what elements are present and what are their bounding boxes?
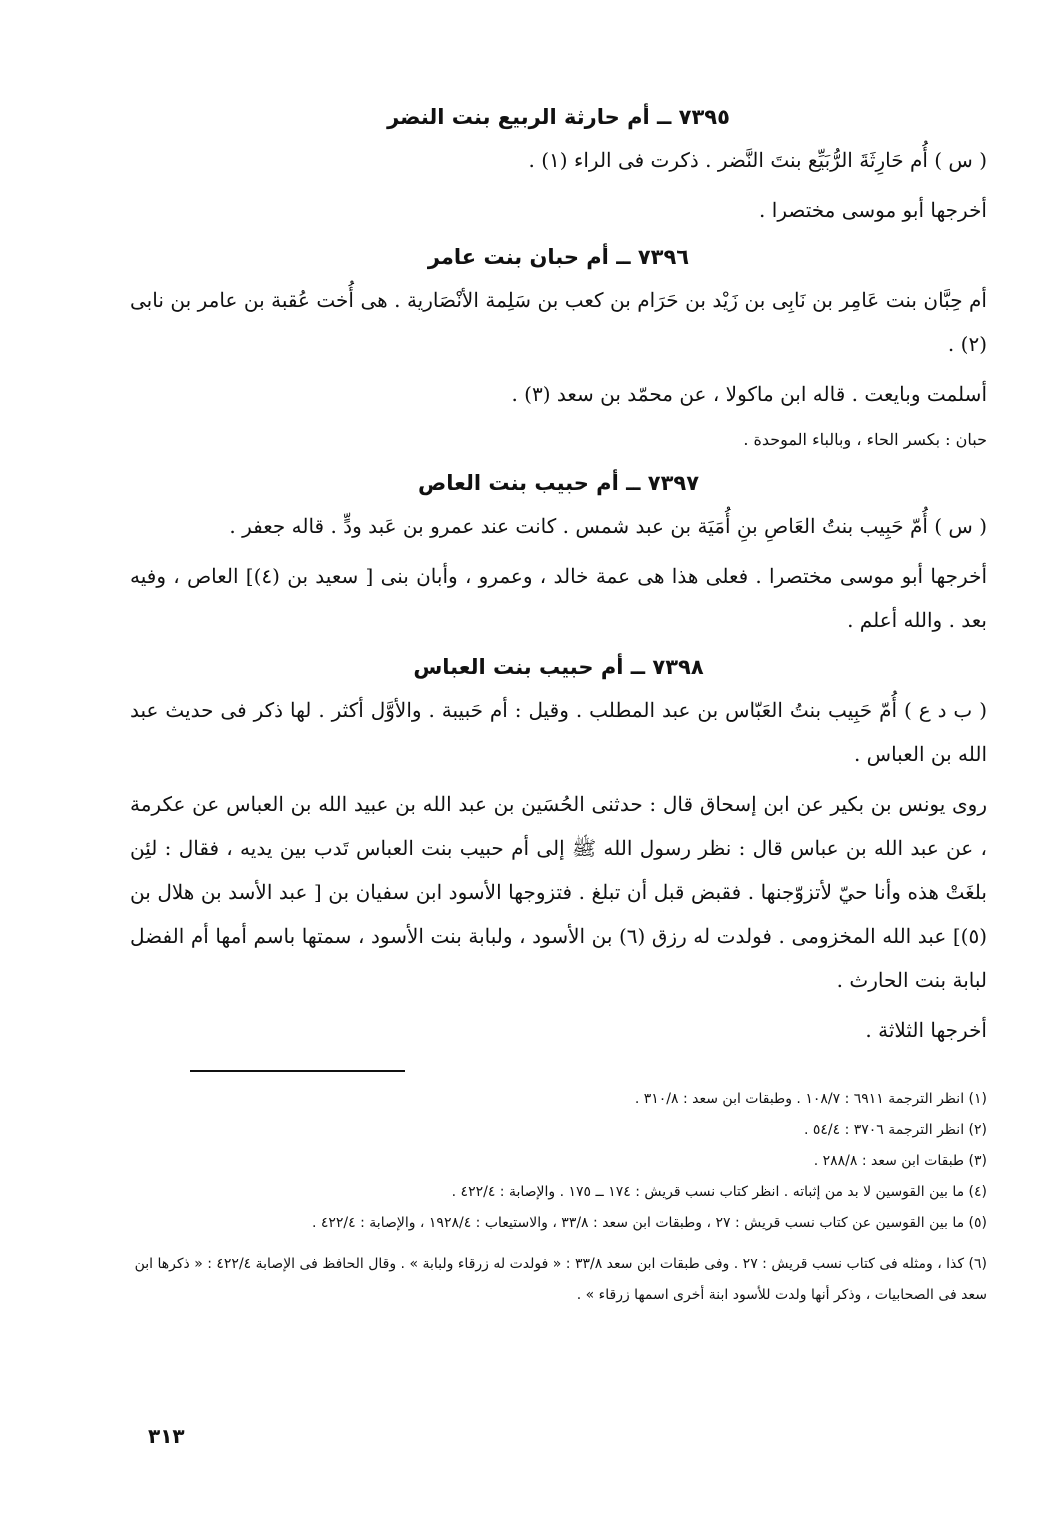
entry-heading: ٧٣٩٥ ــ أم حارثة الربيع بنت النضر [387, 105, 730, 129]
footnote: (٥) ما بين القوسين عن كتاب نسب قريش : ٢٧ ، وطبقات ابن سعد : ٣٣/٨ ، والاستيعاب : ١٩٢٨/٤ ، والإصابة : ٤٢٢/٤ . [311, 1215, 987, 1231]
footnote: (٤) ما بين القوسين لا بد من إثباته . انظر كتاب نسب قريش : ١٧٤ ــ ١٧٥ . والإصابة : ٤٢٢/٤ . [451, 1184, 987, 1200]
entry-paragraph: ( س ) أُم حَارِثَةَ الرُّبَيِّع بنتَ النَّضر . ذكرت فى الراء (١) . [528, 148, 987, 172]
entry-note: حبان : بكسر الحاء ، وبالباء الموحدة . [743, 430, 987, 449]
footnote: (٣) طبقات ابن سعد : ٢٨٨/٨ . [813, 1153, 987, 1169]
entry-heading: ٧٣٩٨ ــ أم حبيب بنت العباس [413, 655, 704, 679]
entry-paragraph: ( ب د ع ) أُمّ حَبِيب بنتُ العَبّاس بن عبد المطلب . وقيل : أم حَبيبة . والأوَّل أكثر . لها ذكر فى حديث عبد الله بن العباس . [130, 698, 987, 766]
entry-7395 [130, 98, 987, 232]
entry-7396 [130, 238, 987, 458]
footnotes [130, 1084, 987, 1311]
footnote: (١) انظر الترجمة ٦٩١١ : ١٠٨/٧ . وطبقات ابن سعد : ٣١٠/٨ . [634, 1091, 987, 1107]
entry-heading: ٧٣٩٦ ــ أم حبان بنت عامر [427, 245, 690, 269]
entry-paragraph: أخرجها الثلاثة . [865, 1018, 987, 1042]
entry-paragraph: ( س ) أُمّ حَبِيب بنتُ العَاصِ بنِ أُمَيَة بن عبد شمس . كانت عند عمرو بن عَبد ودٍّ . قاله جعفر . [229, 514, 987, 538]
entry-paragraph: أخرجها أبو موسى مختصرا . [759, 198, 987, 222]
footnote-divider [190, 1070, 405, 1072]
entry-heading: ٧٣٩٧ ــ أم حبيب بنت العاص [417, 471, 700, 495]
footnote: (٦) كذا ، ومثله فى كتاب نسب قريش : ٢٧ . وفى طبقات ابن سعد ٣٣/٨ : « فولدت له زرقاء ولبابة » . وقال الحافظ فى الإصابة ٤٢٢/٤ : « ذكرها ابن سعد فى الصحابيات ، وذكر أنها ولدت للأسود ابنة أخرى اسمها زرقاء » . [134, 1256, 987, 1303]
entry-paragraph: أسلمت وبايعت . قاله ابن ماكولا ، عن محمّد بن سعد (٣) . [511, 382, 987, 406]
entry-paragraph: أم حِبَّان بنت عَامِر بن نَابِى بن زَيْد بن حَرَام بن كعب بن سَلِمة الأنْصَارية . هى أُخت عُقبة بن عامر بن نابى (٢) . [130, 288, 987, 356]
page-number: ٣١٣ [148, 1424, 185, 1448]
entry-paragraph: أخرجها أبو موسى مختصرا . فعلى هذا هى عمة خالد ، وعمرو ، وأبان بنى [ سعيد بن (٤)] العاص ، وفيه بعد . والله أعلم . [130, 564, 987, 632]
footnote: (٢) انظر الترجمة ٣٧٠٦ : ٥٤/٤ . [803, 1122, 987, 1138]
entry-7397 [130, 464, 987, 642]
entry-paragraph: روى يونس بن بكير عن ابن إسحاق قال : حدثنى الحُسَين بن عبد الله بن عبيد الله بن العباس عن عكرمة ، عن عبد الله بن عباس قال : نظر رسول الله ﷺ إلى أم حبيب بنت العباس تَدب بين يديه ، فقال : لئِن بلغَتْ هذه وأنا حيّ لأتزوّجنها . فقبض قبل أن تبلغ . فتزوجها الأسود ابن سفيان بن [ عبد الأسد بن هلال بن (٥)] عبد الله المخزومى . فولدت له رزق (٦) بن الأسود ، ولبابة بنت الأسود ، سمتها باسم أمها أم الفضل لبابة بنت الحارث . [130, 792, 987, 992]
entry-7398 [130, 648, 987, 1052]
